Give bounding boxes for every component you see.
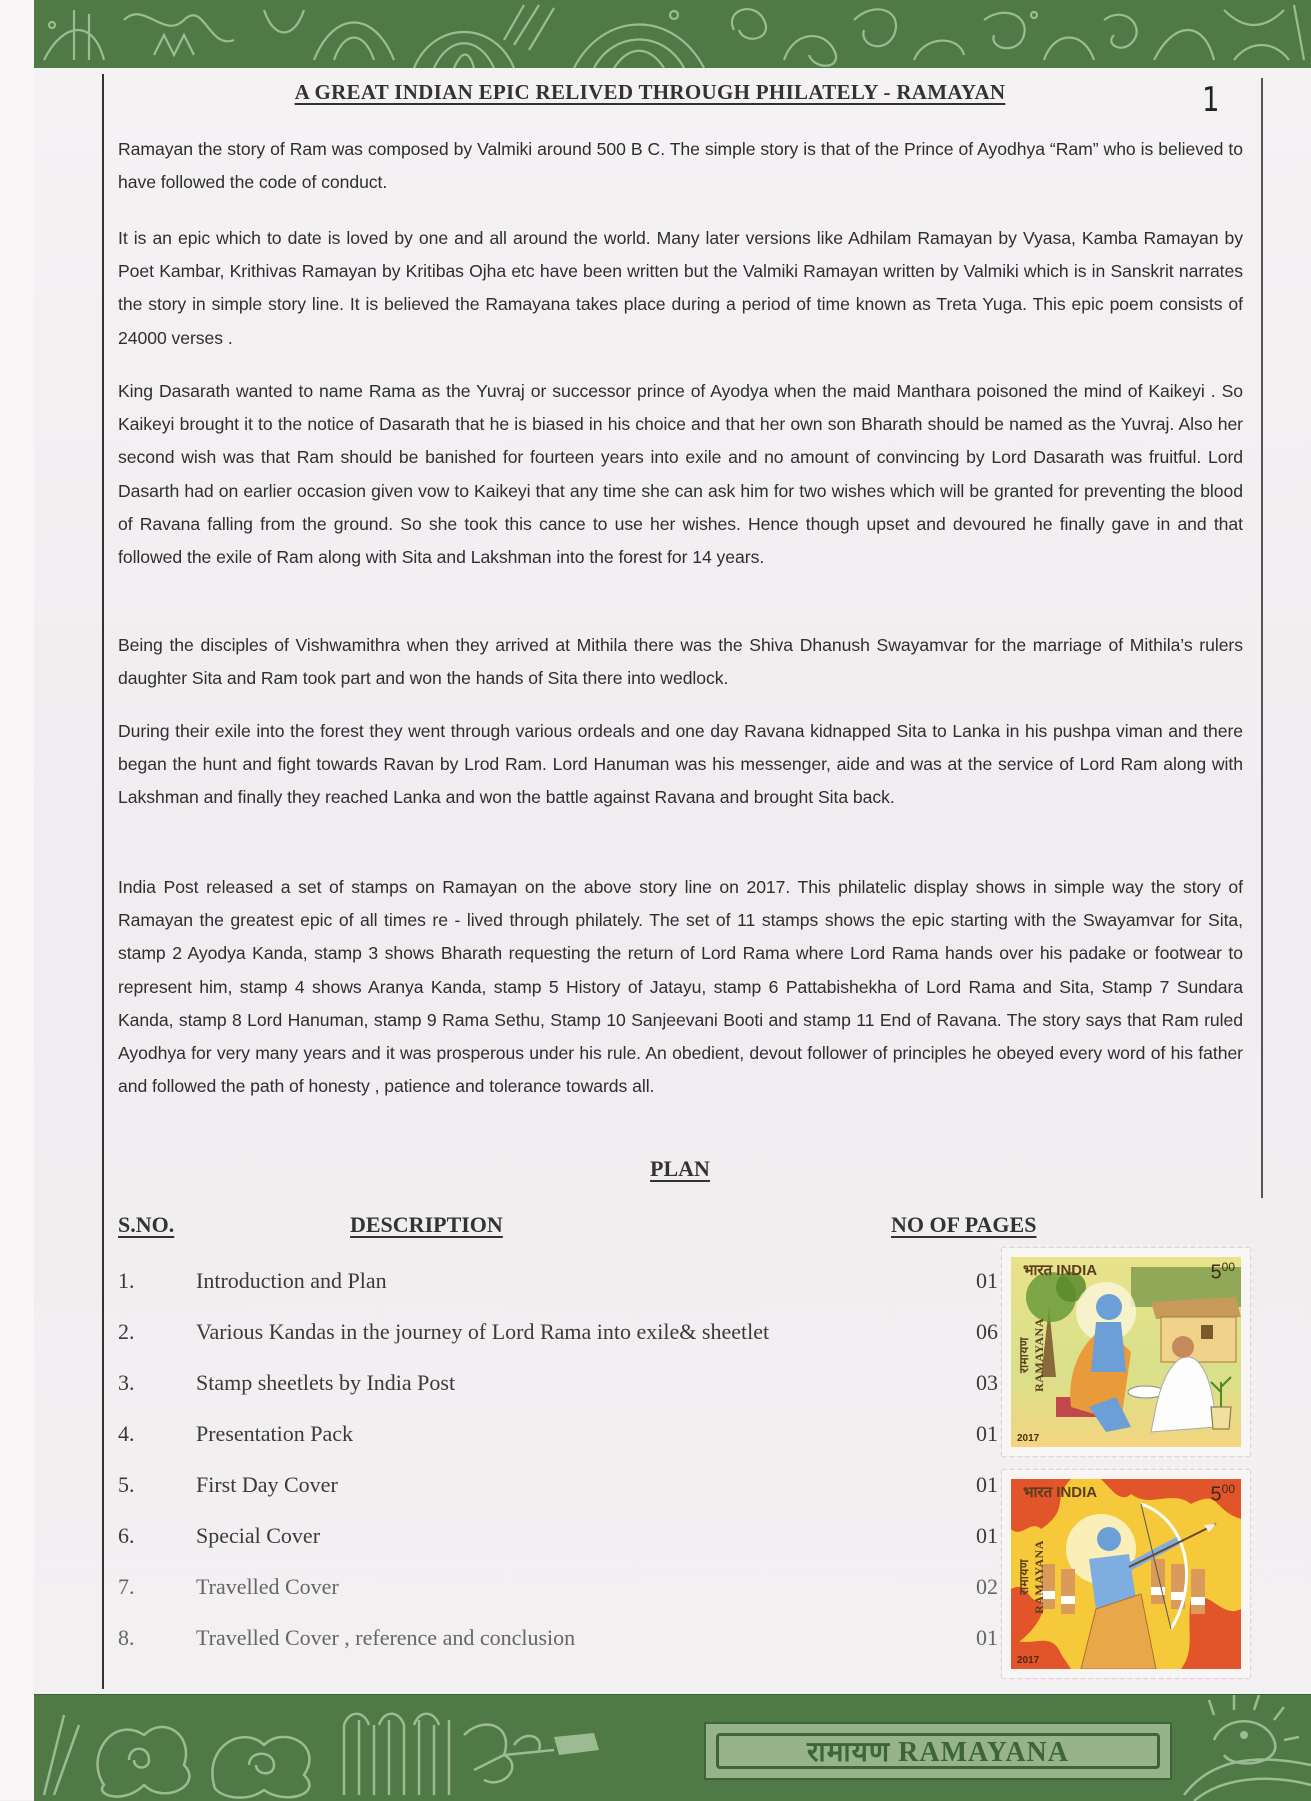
row-pages: 01 [976,1268,998,1293]
stamp-artwork [1011,1479,1241,1669]
row-description: First Day Cover [196,1472,338,1497]
row-pages: 01 [976,1421,998,1446]
row-sno: 6. [118,1523,135,1548]
left-margin-rule [102,74,104,1689]
paragraph-ravana: During their exile into the forest they went through various ordeals and one day Ravana kidnapped Sita to Lanka in his pushpa viman and there began the hunt and fight towards Ravan by Lrod Ram. Lord Hanuman was his messenger, aide and was at the service of Lord Ram along with Lakshman and finally they reached Lanka and won the battle against Ravana and brought Sita back. [118,721,1243,808]
stamp-country: भारत INDIA [1023,1484,1098,1501]
paragraph-exile: King Dasarath wanted to name Rama as the Yuvraj or successor prince of Ayodya when the maid Manthara poisoned the mind of Kaikeyi . So Kaikeyi brought it to the notice of Dasarath that he is biased in his choice and that her own son Bharath should be named as the Yuvraj. Also her second wish was that Ram should be banished for fourteen years into exile and no amount of convincing by Lord Dasarath was fruitful. Lord Dasarth had on earlier occasion given vow to Kaikeyi that any time she can ask him for two wishes which will be granted for preventing the blood of Ravana falling from the ground. So she took this cance to use her wishes. Hence though upset and devoured he finally gave in and that followed the exile of Ram along with Sita and Lakshman into the forest for 14 years. [118,381,1243,568]
row-sno: 3. [118,1370,135,1395]
row-sno: 7. [118,1574,135,1599]
postage-stamp [1002,1470,1250,1678]
ramayana-banner [704,1722,1172,1780]
stamp-value-main: 5 [1210,1483,1222,1506]
column-header-description: DESCRIPTION [350,1212,503,1237]
column-header-pages: NO OF PAGES [891,1212,1037,1237]
row-pages: 01 [976,1625,998,1650]
banner-frame [716,1733,1160,1769]
handwritten-page-number: 1 [1202,80,1220,120]
right-margin-rule [1261,78,1263,1198]
stamp-denomination [1211,1482,1235,1507]
row-pages: 06 [976,1319,998,1344]
stamp-year: 2017 [1017,1433,1040,1444]
plan-row [118,1523,998,1563]
stamp-value-decimal: 00 [1221,1260,1235,1274]
row-pages: 01 [976,1472,998,1497]
postage-stamp [1002,1248,1250,1456]
plan-row [118,1319,998,1359]
plan-heading: PLAN [650,1156,710,1181]
row-sno: 8. [118,1625,135,1650]
row-description: Presentation Pack [196,1421,354,1446]
decorative-top-border [34,0,1311,69]
row-sno: 1. [118,1268,135,1293]
row-description: Various Kandas in the journey of Lord Rama into exile& sheetlet [196,1319,770,1344]
paragraph-versions: It is an epic which to date is loved by one and all around the world. Many later versions like Adhilam Ramayan by Vyasa, Kamba Ramayan by Poet Kambar, Krithivas Ramayan by Kritibas Ojha etc have been written but the Valmiki Ramayan written by Valmiki which is in Sanskrit narrates the story in simple story line. It is believed the Ramayana takes place during a period of time known as Treta Yuga. This epic poem consists of 24000 verses . [118,228,1243,348]
plan-row [118,1472,998,1512]
row-description: Introduction and Plan [196,1268,387,1293]
row-sno: 2. [118,1319,135,1344]
stamp-artwork [1011,1257,1241,1447]
plan-row [118,1574,998,1614]
row-sno: 4. [118,1421,135,1446]
row-pages: 01 [976,1523,998,1548]
plan-row [118,1421,998,1461]
stamp-year: 2017 [1017,1655,1040,1666]
stamp-country: भारत INDIA [1023,1262,1098,1279]
scan-margin [0,0,34,1800]
stamp-value-decimal: 00 [1221,1482,1235,1496]
stamp-side-label: रामायण RAMAYANA [1017,1318,1046,1392]
plan-row [118,1268,998,1308]
stamp-denomination [1211,1260,1235,1285]
document-title: A GREAT INDIAN EPIC RELIVED THROUGH PHILATELY - RAMAYAN [294,80,1006,104]
stamp-value-main: 5 [1210,1261,1222,1284]
ornament-pattern-icon [34,0,1311,68]
row-description: Stamp sheetlets by India Post [196,1370,456,1395]
row-pages: 03 [976,1370,998,1395]
stamp-side-label: रामायण RAMAYANA [1017,1540,1046,1614]
row-description: Travelled Cover [196,1574,339,1599]
row-sno: 5. [118,1472,135,1497]
paragraph-stamps: India Post released a set of stamps on Ramayan on the above story line on 2017. This philatelic display shows in simple way the story of Ramayan the greatest epic of all times re - lived through philately. The set of 11 stamps shows the epic starting with the Swayamvar for Sita, stamp 2 Ayodya Kanda, stamp 3 shows Bharath requesting the return of Lord Rama where Lord Rama hands over his padake or footwear to represent him, stamp 4 shows Aranya Kanda, stamp 5 History of Jatayu, stamp 6 Pattabishekha of Lord Rama and Sita, Stamp 7 Sundara Kanda, stamp 8 Lord Hanuman, stamp 9 Rama Sethu, Stamp 10 Sanjeevani Booti and stamp 11 End of Ravana. The story says that Ram ruled Ayodhya for very many years and it was prosperous under his rule. An obedient, devout follower of principles he obeyed every word of his father and followed the path of honesty , patience and tolerance towards all. [118,877,1243,1097]
paragraph-swayamvar: Being the disciples of Vishwamithra when they arrived at Mithila there was the Shiva Dhanush Swayamvar for the marriage of Mithila’s rulers daughter Sita and Ram took part and won the hands of Sita there into wedlock. [118,635,1243,689]
row-description: Special Cover [196,1523,321,1548]
row-description: Travelled Cover , reference and conclusion [196,1625,576,1650]
paragraph-intro: Ramayan the story of Ram was composed by Valmiki around 500 B C. The simple story is that of the Prince of Ayodhya “Ram” who is believed to have followed the code of conduct. [118,139,1243,193]
plan-row [118,1370,998,1410]
column-header-sno: S.NO. [118,1212,175,1237]
plan-row [118,1625,998,1665]
row-pages: 02 [976,1574,998,1599]
banner-text: रामायण RAMAYANA [806,1737,1070,1768]
